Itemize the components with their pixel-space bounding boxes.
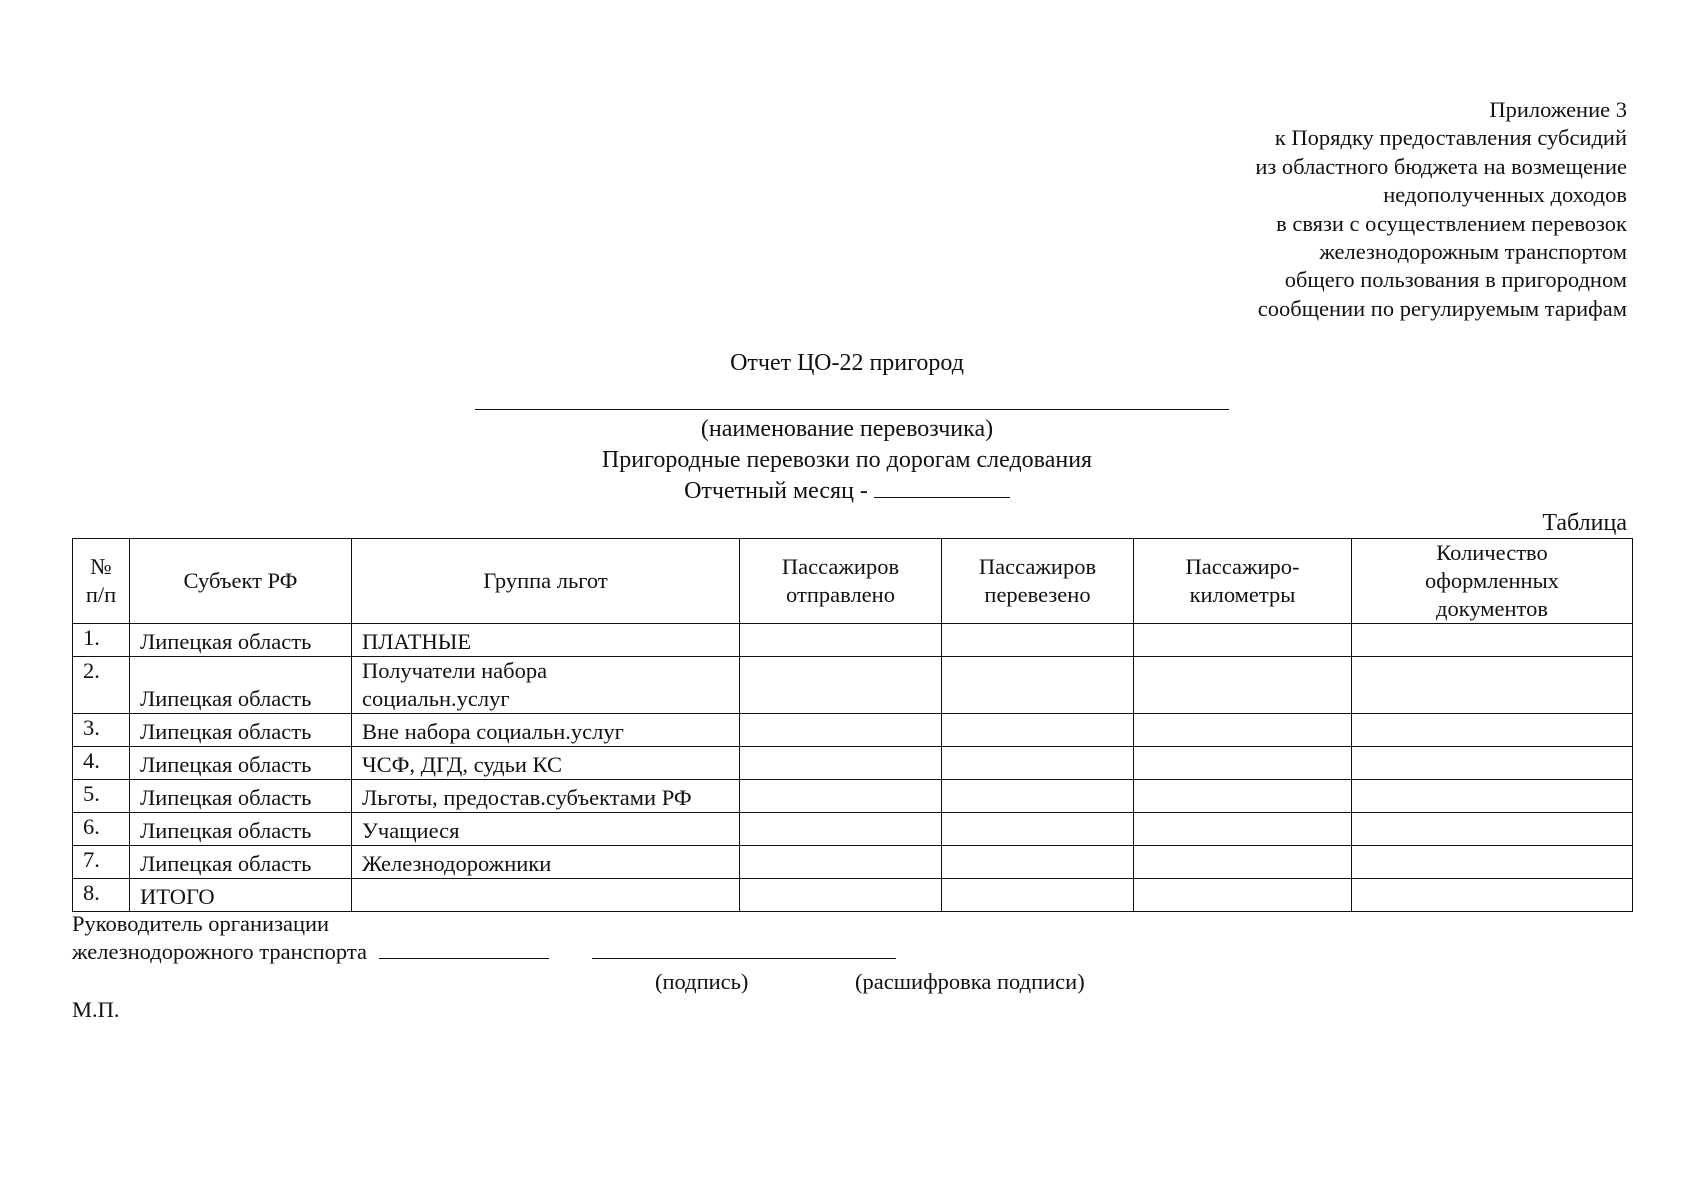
cell-docs[interactable]	[1352, 879, 1633, 912]
table-row	[73, 657, 1633, 714]
stamp-label: М.П.	[72, 997, 120, 1022]
signature-line1: Руководитель организации	[72, 911, 330, 936]
cell-carried[interactable]	[942, 780, 1134, 813]
cell-sent[interactable]	[740, 813, 942, 846]
report-month-row	[0, 475, 1694, 507]
row-subject: Липецкая область	[130, 747, 352, 780]
appendix-line: из областного бюджета на возмещение	[1255, 153, 1627, 179]
cell-carried[interactable]	[942, 879, 1134, 912]
appendix-line: сообщении по регулируемым тарифам	[1257, 295, 1627, 321]
cell-sent[interactable]	[740, 657, 942, 714]
row-group: ЧСФ, ДГД, судьи КС	[352, 747, 740, 780]
decode-hint: (расшифровка подписи)	[855, 969, 1085, 994]
cell-docs[interactable]	[1352, 747, 1633, 780]
header-subject: Субъект РФ	[130, 539, 352, 624]
row-subject: Липецкая область	[130, 624, 352, 657]
row-number: 2.	[73, 657, 130, 714]
cell-km[interactable]	[1134, 624, 1352, 657]
header-docs: Количество оформленных документов	[1352, 539, 1633, 624]
table-row	[73, 846, 1633, 879]
row-number: 5.	[73, 780, 130, 813]
cell-carried[interactable]	[942, 624, 1134, 657]
cell-sent[interactable]	[740, 624, 942, 657]
signature-line2-row	[72, 938, 896, 966]
table-row	[73, 714, 1633, 747]
row-group	[352, 879, 740, 912]
row-subject: Липецкая область	[130, 813, 352, 846]
header-km: Пассажиро- километры	[1134, 539, 1352, 624]
cell-km[interactable]	[1134, 780, 1352, 813]
header-carried: Пассажиров перевезено	[942, 539, 1134, 624]
row-subject: Липецкая область	[130, 780, 352, 813]
table-row	[73, 813, 1633, 846]
row-number: 3.	[73, 714, 130, 747]
cell-sent[interactable]	[740, 714, 942, 747]
cell-docs[interactable]	[1352, 714, 1633, 747]
report-title: Отчет ЦО-22 пригород	[730, 350, 964, 376]
appendix-line: к Порядку предоставления субсидий	[1274, 125, 1627, 151]
row-group: Получатели набора социальн.услуг	[352, 657, 740, 714]
appendix-line: недополученных доходов	[1383, 182, 1627, 208]
appendix-block	[1027, 96, 1627, 323]
row-subject: Липецкая область	[130, 714, 352, 747]
table-row	[73, 747, 1633, 780]
cell-sent[interactable]	[740, 879, 942, 912]
row-subject: Липецкая область	[130, 846, 352, 879]
cell-docs[interactable]	[1352, 780, 1633, 813]
cell-carried[interactable]	[942, 813, 1134, 846]
cell-sent[interactable]	[740, 846, 942, 879]
cell-km[interactable]	[1134, 747, 1352, 780]
cell-sent[interactable]	[740, 747, 942, 780]
row-group: Железнодорожники	[352, 846, 740, 879]
cell-km[interactable]	[1134, 879, 1352, 912]
row-number: 1.	[73, 624, 130, 657]
row-number: 7.	[73, 846, 130, 879]
cell-docs[interactable]	[1352, 657, 1633, 714]
row-number: 6.	[73, 813, 130, 846]
signature-decode-field[interactable]	[592, 938, 896, 959]
cell-docs[interactable]	[1352, 846, 1633, 879]
sign-hint: (подпись)	[655, 969, 749, 994]
row-group: ПЛАТНЫЕ	[352, 624, 740, 657]
appendix-line: в связи с осуществлением перевозок	[1276, 210, 1627, 236]
cell-docs[interactable]	[1352, 624, 1633, 657]
appendix-line: железнодорожным транспортом	[1319, 239, 1627, 265]
row-group: Вне набора социальн.услуг	[352, 714, 740, 747]
cell-km[interactable]	[1134, 714, 1352, 747]
table-row-total	[73, 879, 1633, 912]
header-group: Группа льгот	[352, 539, 740, 624]
cell-km[interactable]	[1134, 813, 1352, 846]
month-field[interactable]	[874, 475, 1010, 498]
report-table	[72, 538, 1633, 912]
cell-carried[interactable]	[942, 747, 1134, 780]
cell-carried[interactable]	[942, 657, 1134, 714]
row-group: Льготы, предостав.субъектами РФ	[352, 780, 740, 813]
row-group: Учащиеся	[352, 813, 740, 846]
table-row	[73, 624, 1633, 657]
appendix-line: общего пользования в пригородном	[1284, 267, 1627, 293]
header-num: № п/п	[73, 539, 130, 624]
report-subtitle: Пригородные перевозки по дорогам следования	[601, 447, 1093, 473]
cell-km[interactable]	[1134, 846, 1352, 879]
row-subject: Липецкая область	[130, 657, 352, 714]
signature-field[interactable]	[379, 938, 549, 959]
table-row	[73, 780, 1633, 813]
header-sent: Пассажиров отправлено	[740, 539, 942, 624]
appendix-line: Приложение 3	[1489, 97, 1627, 122]
cell-docs[interactable]	[1352, 813, 1633, 846]
cell-sent[interactable]	[740, 780, 942, 813]
row-number: 4.	[73, 747, 130, 780]
signature-block	[72, 910, 896, 966]
row-number: 8.	[73, 879, 130, 912]
row-subject: ИТОГО	[130, 879, 352, 912]
table-header-row	[73, 539, 1633, 624]
cell-carried[interactable]	[942, 714, 1134, 747]
cell-km[interactable]	[1134, 657, 1352, 714]
signature-line2: железнодорожного транспорта	[72, 939, 367, 964]
carrier-name-field[interactable]	[475, 409, 1229, 410]
table-caption: Таблица	[1542, 510, 1627, 536]
month-label: Отчетный месяц -	[684, 478, 868, 504]
carrier-hint: (наименование перевозчика)	[700, 416, 994, 442]
cell-carried[interactable]	[942, 846, 1134, 879]
